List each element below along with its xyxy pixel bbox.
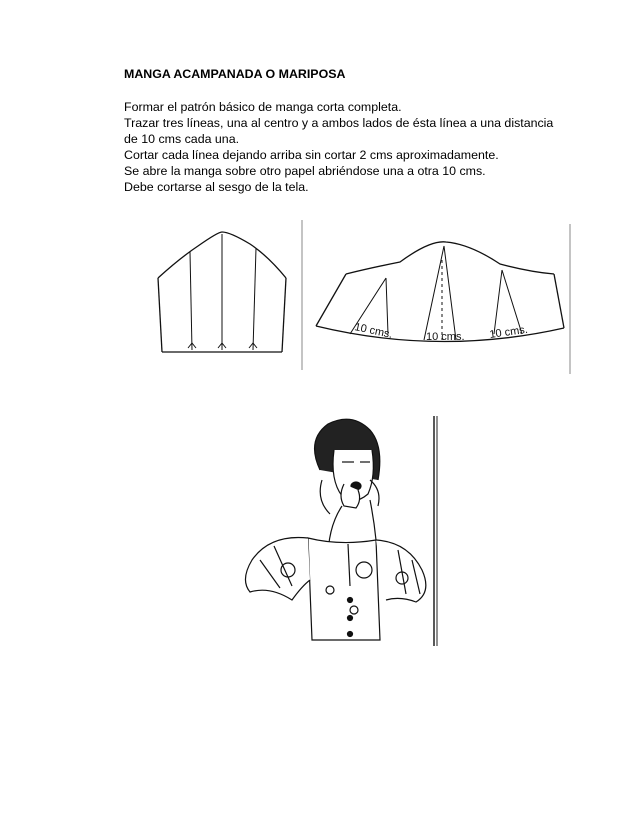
instruction-line-2: Trazar tres líneas, una al centro y a ambos lados de ésta línea a una distancia bbox=[124, 116, 554, 130]
spread-label-left: 10 cms. bbox=[353, 321, 394, 341]
instruction-line-3: de 10 cms cada una. bbox=[124, 132, 240, 146]
spread-sleeve-pattern-figure bbox=[310, 230, 575, 370]
instruction-line-5: Se abre la manga sobre otro papel abriéndose una a otra 10 cms. bbox=[124, 164, 486, 178]
instruction-line-1: Formar el patrón básico de manga corta completa. bbox=[124, 100, 402, 114]
instruction-line-4: Cortar cada línea dejando arriba sin cortar 2 cms aproximadamente. bbox=[124, 148, 499, 162]
basic-sleeve-pattern-figure bbox=[150, 218, 300, 363]
spread-label-right: 10 cms. bbox=[488, 323, 529, 341]
instruction-line-6: Debe cortarse al sesgo de la tela. bbox=[124, 180, 309, 194]
document-title: MANGA ACAMPANADA O MARIPOSA bbox=[124, 67, 346, 81]
spread-sleeve-pattern-drawing bbox=[310, 230, 575, 370]
woman-drawing bbox=[230, 410, 460, 650]
figure-divider bbox=[300, 220, 306, 370]
basic-sleeve-pattern-drawing bbox=[150, 218, 300, 363]
woman-illustration bbox=[230, 410, 460, 650]
instructions-text bbox=[124, 66, 584, 195]
spread-label-center: 10 cms. bbox=[426, 331, 465, 343]
